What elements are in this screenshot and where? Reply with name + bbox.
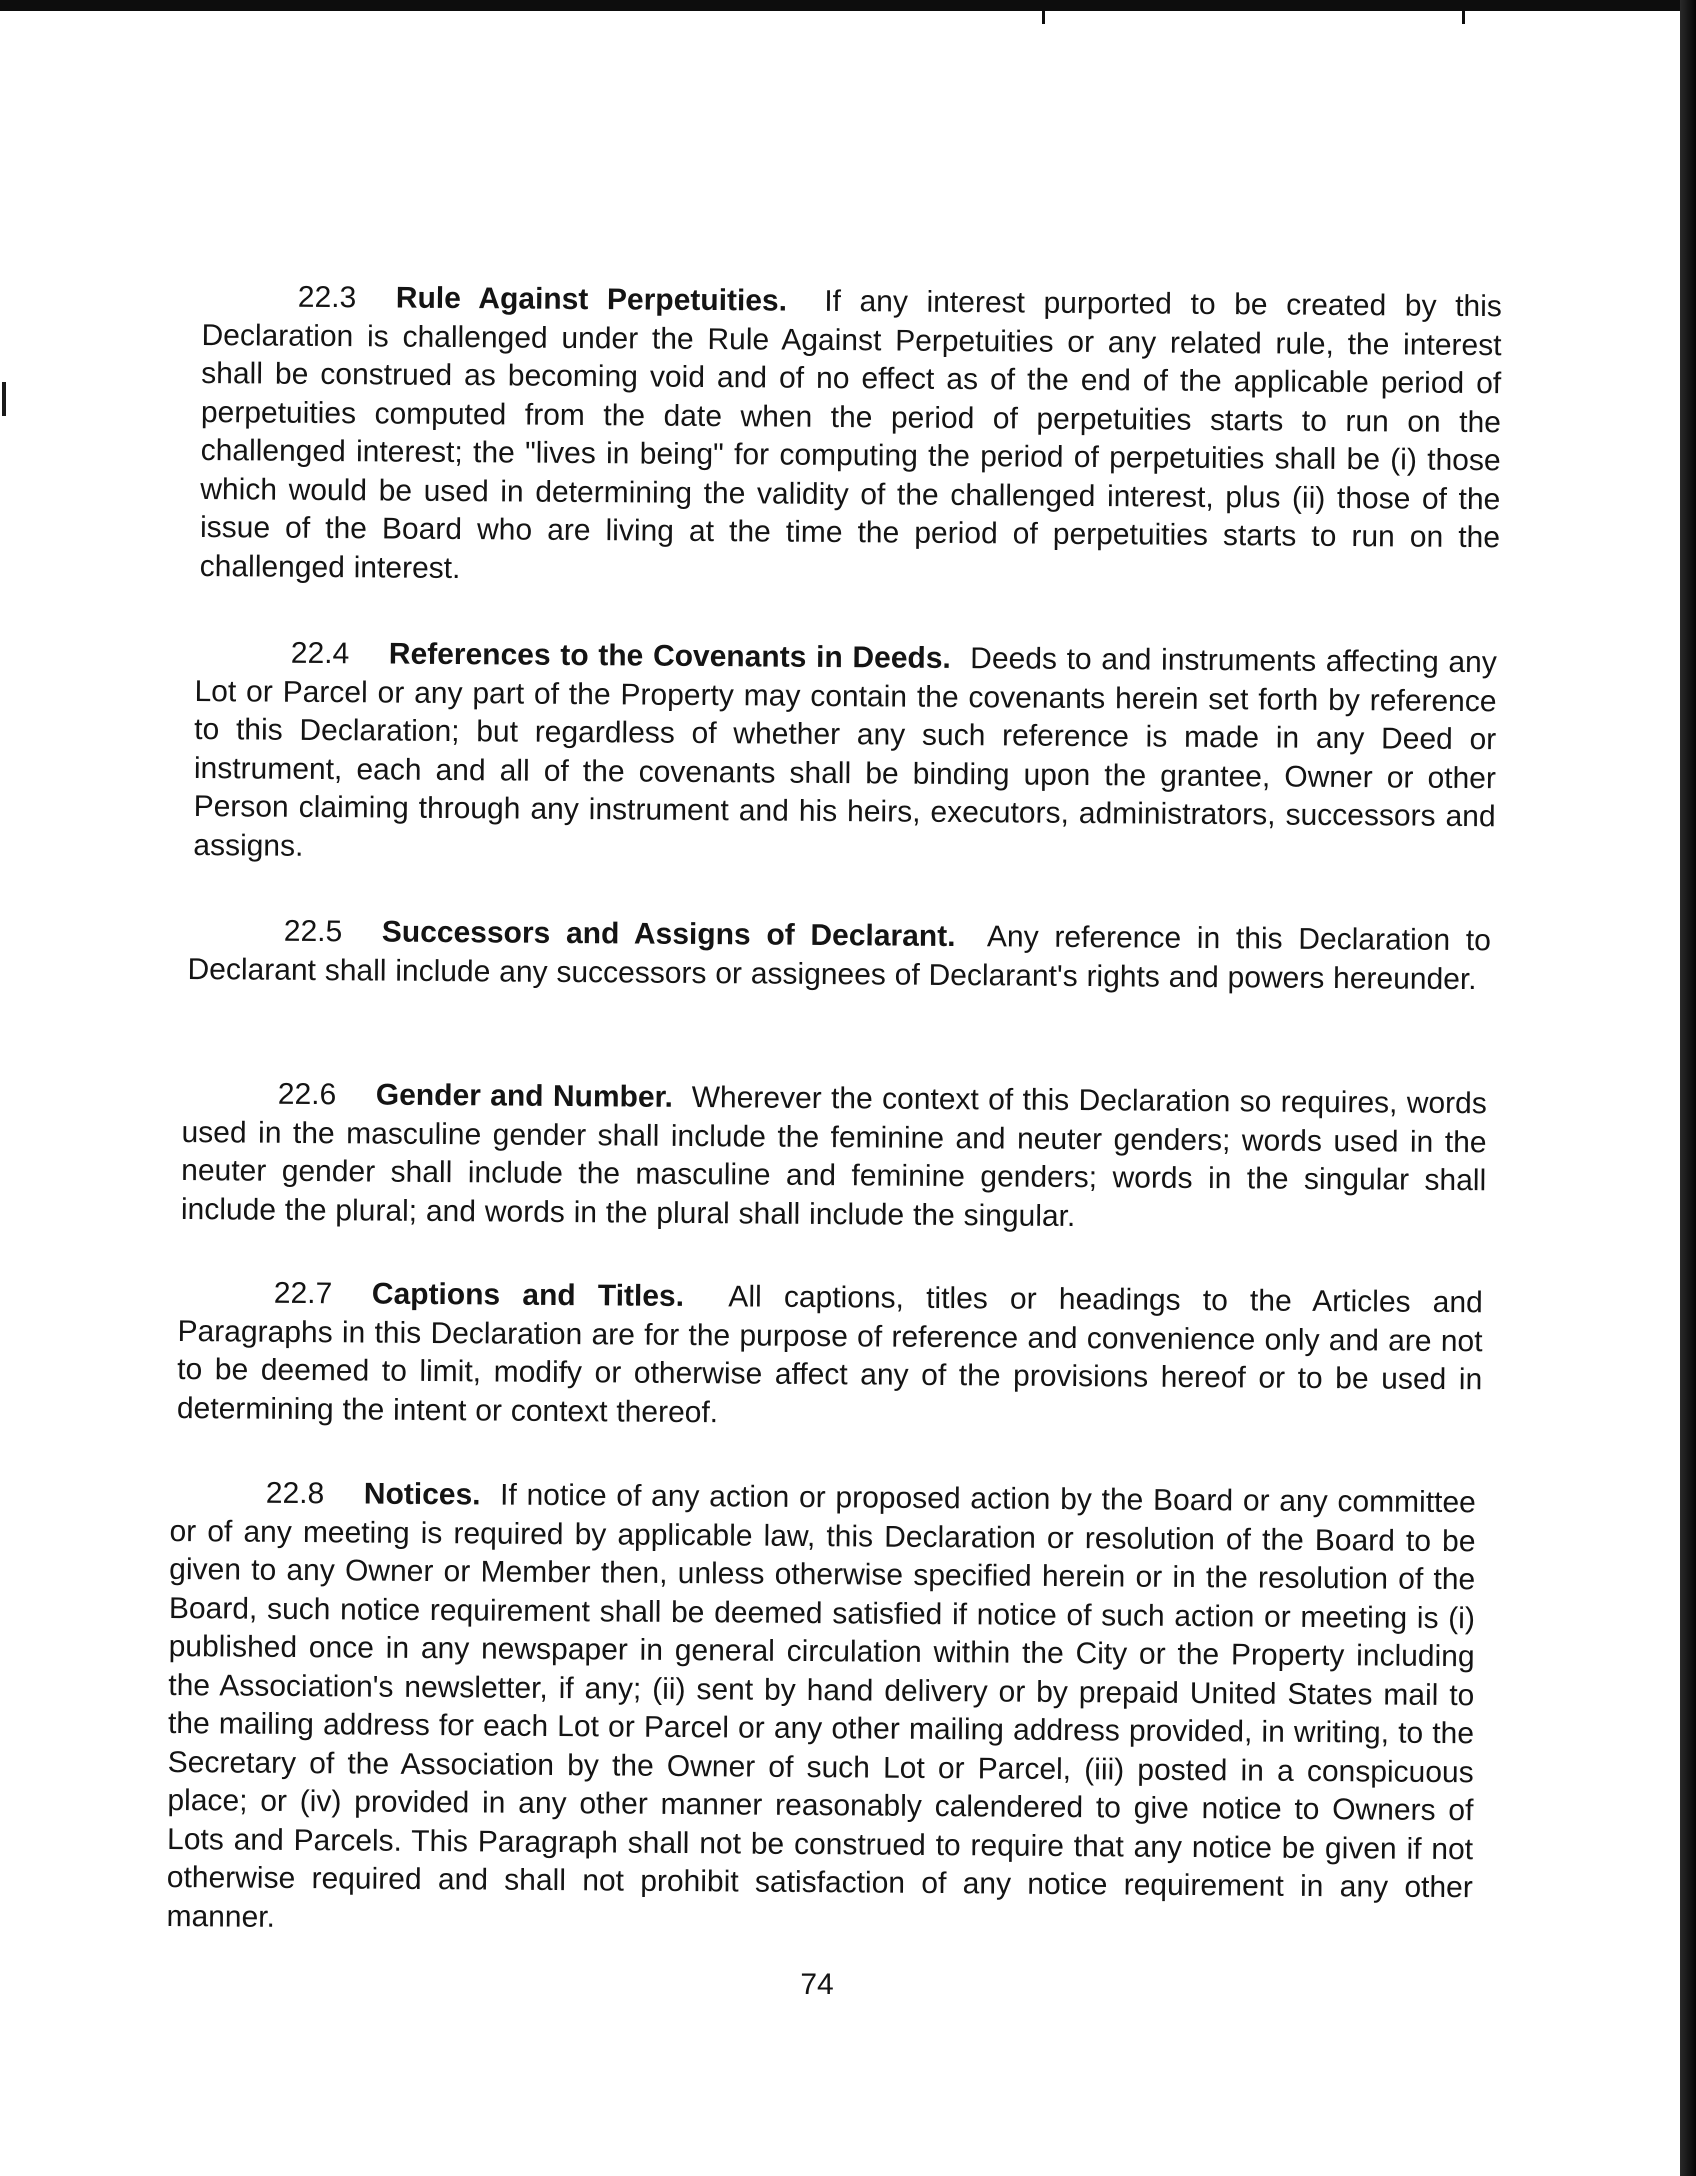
paragraph-heading: Notices.: [363, 1477, 481, 1512]
paragraph-heading: Gender and Number.: [375, 1078, 674, 1114]
paragraph-number: 22.4: [290, 636, 350, 671]
paragraph-text: Wherever the context of this Declaration so requires, words used in the masculine gender shall include the feminine and neuter genders; words used in the neuter gender shall include the masculine and feminine genders; words in the singular shall include the plural; and words in the plural shall include the singular.: [180, 1081, 1487, 1233]
paragraph-text: Any reference in this Declaration to Declarant shall include any successors or assignees of Declarant's rights and powers hereunder.: [187, 920, 1491, 996]
paragraph-22-3: [200, 278, 1502, 596]
page-number: 74: [800, 1968, 834, 2001]
paragraph-text: All captions, titles or headings to the Articles and Paragraphs in this Declaration are for the purpose of reference and convenience only and are not to be deemed to limit, modify or otherwise affect any of the provisions hereof or to be used in determining the intent or context thereof.: [176, 1280, 1483, 1429]
paragraph-22-5: [187, 912, 1491, 999]
paragraph-text: If any interest purported to be created by this Declaration is challenged under the Rule Against Perpetuities or any related rule, the interest shall be construed as becoming void and of no effect as of the end of the applicable period of perpetuities computed from the date when the period of perpetuities starts to run on the challenged interest; the "lives in being" for computing the period of perpetuities shall be (i) those which would be used in determining the validity of the challenged interest, plus (ii) those of the issue of the Board who are living at the time the period of perpetuities starts to run on the challenged interest.: [199, 284, 1502, 585]
paragraph-text: Deeds to and instruments affecting any Lot or Parcel or any part of the Property may contain the covenants herein set forth by reference to this Declaration; but regardless of whether any such reference is made in any Deed or instrument, each and all of the covenants shall be binding upon the grantee, Owner or other Person claiming through any instrument and his heirs, executors, administrators, successors and assigns.: [193, 642, 1497, 863]
paragraph-22-6: [181, 1075, 1487, 1239]
paragraph-number: 22.5: [283, 914, 343, 949]
paragraph-heading: Captions and Titles.: [371, 1277, 685, 1313]
paragraph-22-4: [193, 634, 1497, 875]
paragraph-22-7: [177, 1274, 1483, 1438]
paragraph-heading: References to the Covenants in Deeds.: [388, 637, 951, 675]
paragraph-heading: Successors and Assigns of Declarant.: [381, 915, 956, 954]
paragraph-22-8: [166, 1474, 1476, 1946]
paragraph-number: 22.7: [273, 1276, 333, 1311]
paragraph-heading: Rule Against Perpetuities.: [395, 281, 788, 318]
paragraph-text: If notice of any action or proposed action by the Board or any committee or of any meeting is required by applicable law, this Declaration or resolution of the Board to be given to any Owner or Member then, unless otherwise specified herein or in the resolution of the Board, such notice requirement shall be deemed satisfied if notice of such action or meeting is (i) published once in any newspaper in general circulation within the City or the Property including the Association's newsletter, if any; (ii) sent by hand delivery or by prepaid United States mail to the mailing address for each Lot or Parcel or any other mailing address provided, in writing, to the Secretary of the Association by the Owner of such Lot or Parcel, (iii) posted in a conspicuous place; or (iv) provided in any other manner reasonably calendered to give notice to Owners of Lots and Parcels. This Paragraph shall not be construed to require that any notice be given if not otherwise required and shall not prohibit satisfaction of any notice requirement in any other manner.: [166, 1478, 1476, 1934]
paragraph-number: 22.8: [265, 1476, 325, 1511]
paragraph-number: 22.3: [297, 280, 357, 315]
paragraph-number: 22.6: [277, 1077, 337, 1112]
